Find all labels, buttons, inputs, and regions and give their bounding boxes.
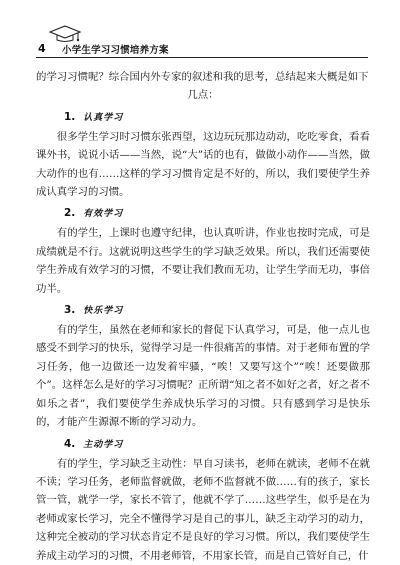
section-title: 有效学习 [83, 209, 124, 220]
section-title: 主动学习 [83, 439, 124, 450]
page-header [0, 0, 400, 70]
section-heading [64, 108, 370, 127]
header-divider [36, 57, 368, 58]
section-paragraph: 有的学生，上课时也遵守纪律，也认真听讲，作业也按时完成，可是成绩就是不行。这就说明这些学生的学习缺乏效果。所以，我们还需要使学生养成有效学习的习惯，不要让我们教而无功，让学生学而无功，事倍功半。 [36, 227, 370, 295]
opening-line: 的学习习惯呢？综合国内外专家的叙述和我的思考，总结起来大概是如下 [36, 71, 369, 83]
section-title: 认真学习 [83, 112, 124, 123]
section-title: 快乐学习 [83, 306, 124, 317]
page-body [36, 68, 370, 565]
section-number: 1. [64, 110, 76, 123]
book-title: 小学生学习习惯培养方案 [62, 45, 169, 56]
section-number: 4. [64, 437, 76, 450]
section-number: 2. [64, 207, 76, 220]
section-paragraph: 有的学生，虽然在老师和家长的督促下认真学习，可是，他一点儿也感受不到学习的快乐，觉得学习是一件很痛苦的事情。对于老师布置的学习任务，他一边做还一边发着牢骚，“唉！又要写这个”“唉！还要做那个”。这样怎么是好的学习习惯呢？正所谓“知之者不如好之者，好之者不如乐之者”，我们要使学生养成快乐学习的习惯。只有感到学习是快乐的，才能产生源源不断的学习动力。 [36, 324, 370, 429]
section-heading [64, 204, 370, 223]
page-number: 4 [38, 42, 46, 55]
section-heading [64, 301, 370, 320]
section-paragraph: 很多学生学习时习惯东张西望，这边玩玩那边动动，吃吃零食，看看课外书，说说小话——当然，说“大”话的也有，做做小动作——当然，做大动作的也有……这样的学习习惯肯定是不好的，所以，我们要使学生养成认真学习的习惯。 [36, 130, 370, 199]
opening-line-end: 几点： [187, 89, 219, 102]
section-paragraph: 有的学生，学习缺乏主动性：早自习读书，老师在就读，老师不在就不读；学习任务，老师监督就做，老师不监督就不做……有的孩子，家长管一管，就学一学，家长不管了，他就不学了……这些学生，似乎是在为老师或家长学习，完全不懂得学习是自己的事儿，缺乏主动学习的动力，这种完全被动的学习状态肯定不是良好的学习习惯。所以，我们要使学生养成主动学习的习惯，不用老师管，不用家长管，而是自己管好自己，什 [36, 457, 370, 562]
section-number: 3. [64, 304, 76, 317]
graduation-cap-icon [48, 24, 82, 44]
section-heading [64, 435, 370, 454]
